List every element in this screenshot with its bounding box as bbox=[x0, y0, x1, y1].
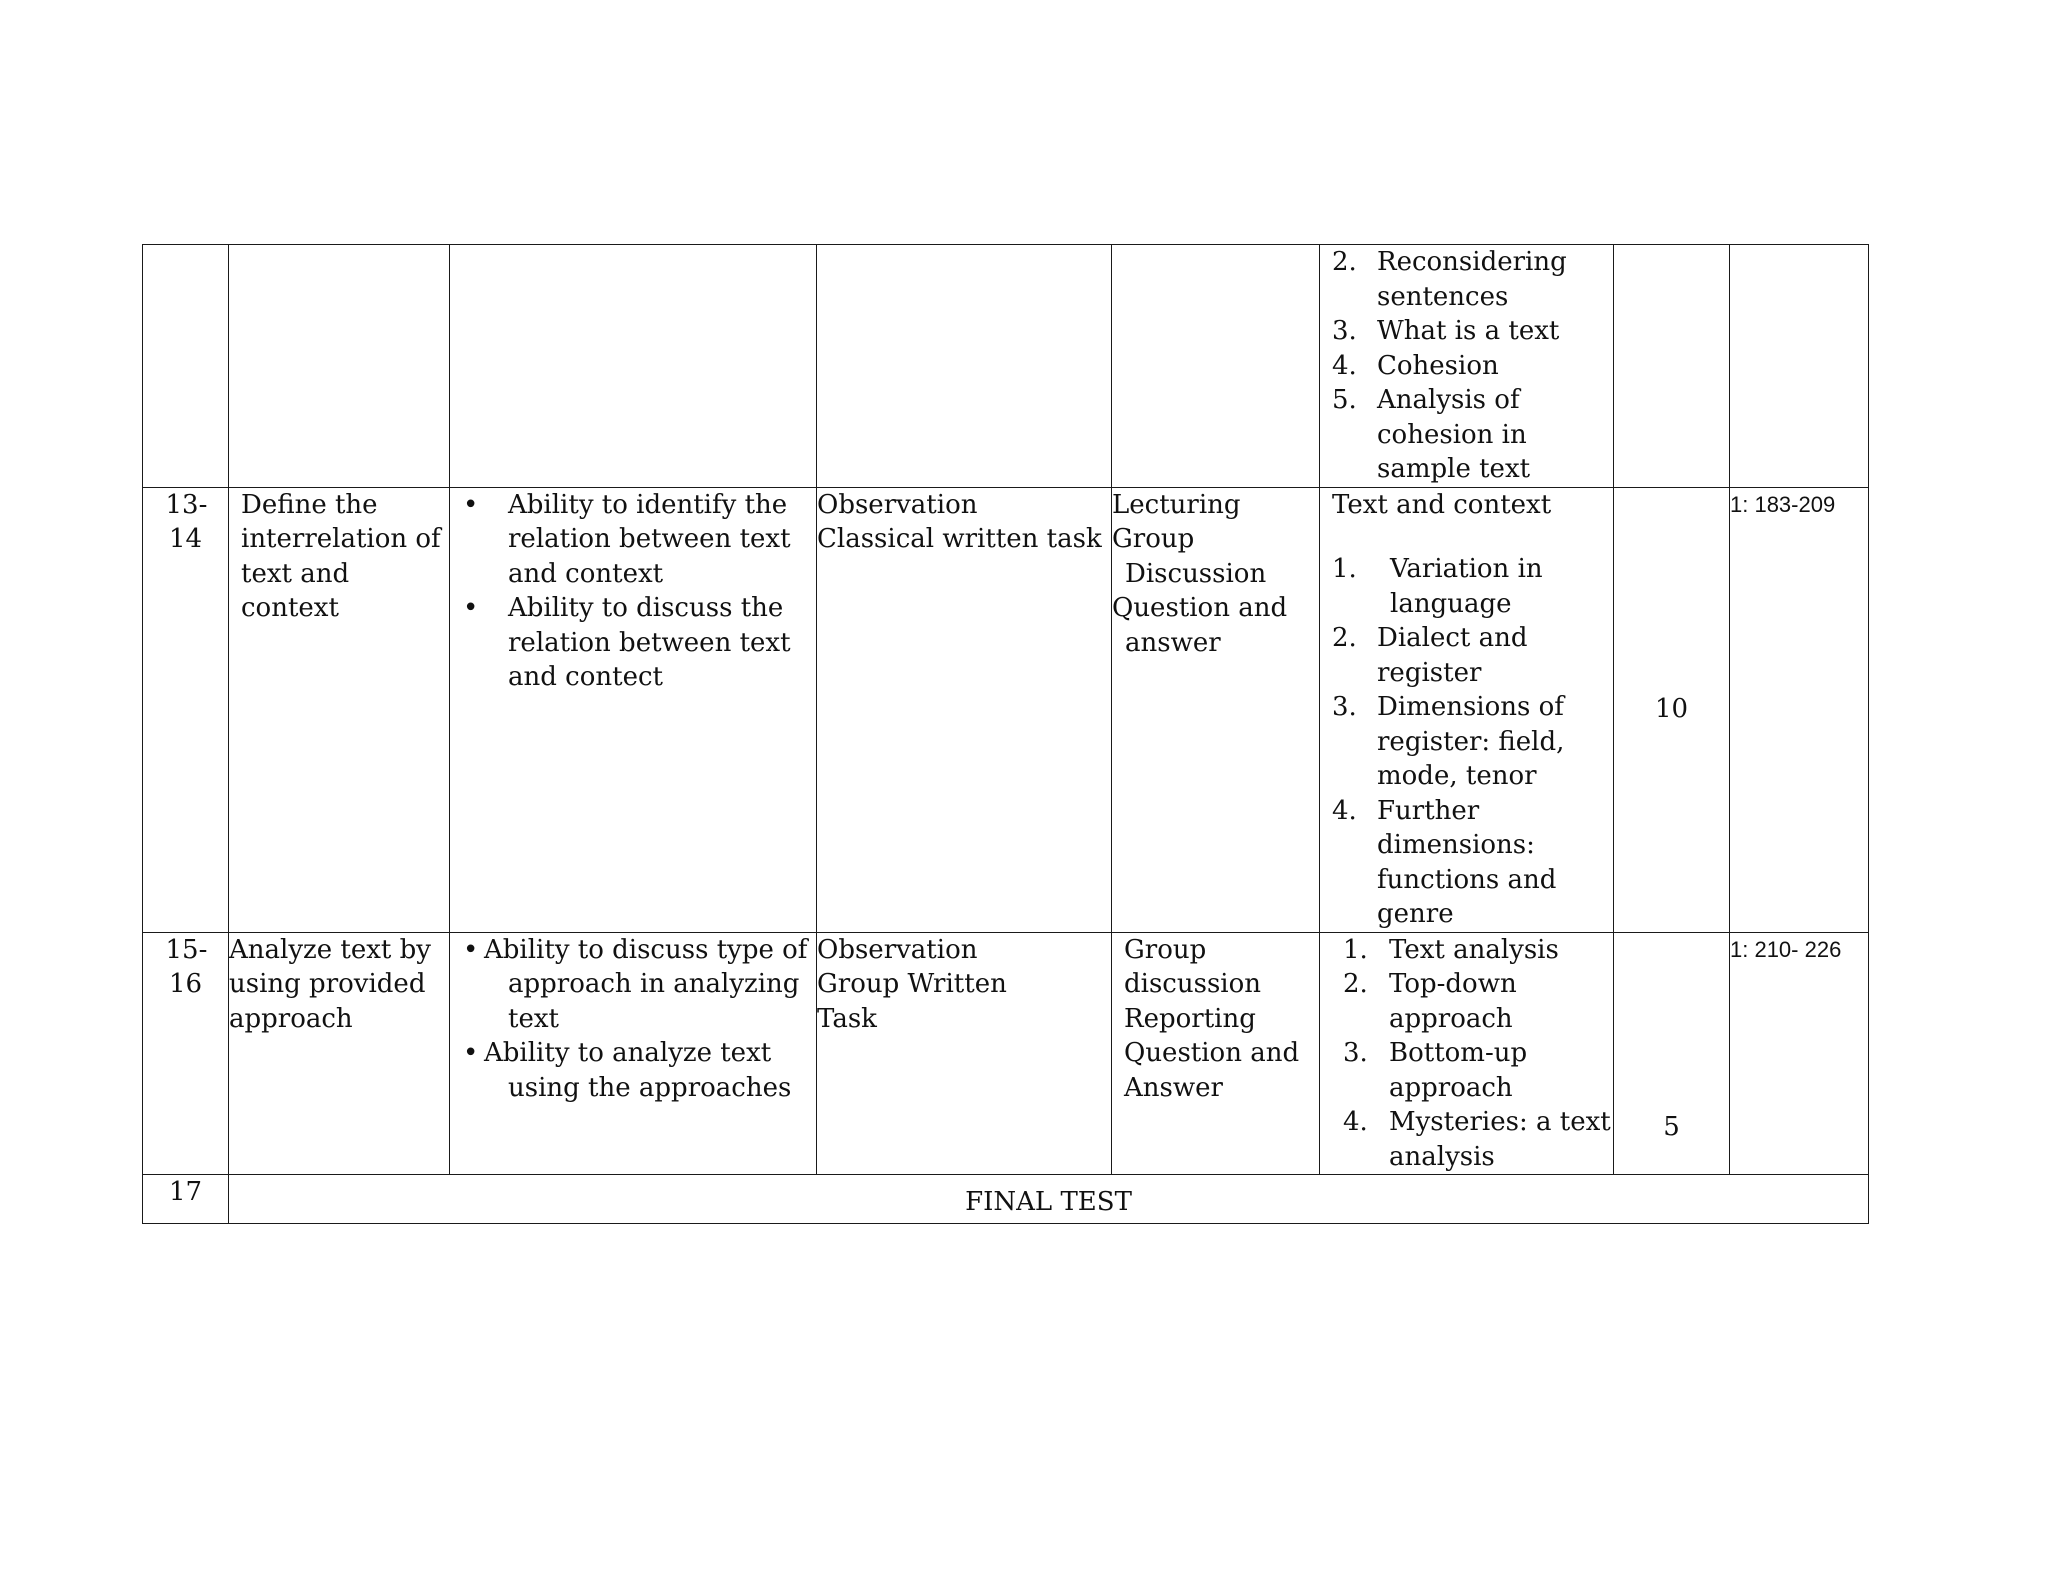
assessment-cell bbox=[817, 932, 1112, 1175]
strategy-cell bbox=[1112, 932, 1320, 1175]
indicators-cell bbox=[450, 245, 817, 488]
reference-cell: 1: 210- 226 bbox=[1730, 932, 1869, 1175]
materials-list bbox=[1320, 933, 1613, 1175]
materials-cell bbox=[1320, 245, 1614, 488]
assessment-line: Group Written bbox=[817, 969, 1007, 999]
assessment-line: Classical written task bbox=[817, 524, 1102, 554]
strategy-line: Answer bbox=[1124, 1072, 1223, 1103]
list-item: 3. What is a text bbox=[1332, 316, 1560, 346]
time-cell: 10 bbox=[1614, 487, 1730, 932]
assessment-cell bbox=[817, 487, 1112, 932]
week-number: 13-14 bbox=[165, 489, 208, 554]
week-cell bbox=[143, 245, 229, 488]
materials-list bbox=[1320, 552, 1613, 932]
list-item: 4. Mysteries: a text analysis bbox=[1343, 1107, 1611, 1172]
week-cell bbox=[143, 487, 229, 932]
list-item: • Ability to identify the relation between text and context bbox=[450, 488, 816, 592]
list-item: 4. Further dimensions: functions and genre bbox=[1332, 795, 1557, 929]
indicators-list bbox=[450, 488, 816, 695]
strategy-line: Question and bbox=[1112, 593, 1288, 623]
materials-heading: Text and context bbox=[1332, 489, 1552, 520]
strategy-line: Discussion bbox=[1125, 558, 1267, 589]
list-item: 2. Top-down approach bbox=[1343, 969, 1517, 1034]
assessment-line: Observation bbox=[817, 489, 978, 520]
week-cell: 17 bbox=[143, 1175, 229, 1224]
syllabus-table bbox=[142, 244, 1869, 1224]
assessment-line: Task bbox=[817, 1003, 877, 1034]
list-item: • Ability to discuss type of approach in analyzing text bbox=[450, 933, 816, 1037]
materials-cell bbox=[1320, 487, 1614, 932]
time-cell: 5 bbox=[1614, 932, 1730, 1175]
reference-cell bbox=[1730, 245, 1869, 488]
strategy-line: Group bbox=[1124, 934, 1207, 965]
list-item: 2. Reconsidering sentences bbox=[1332, 247, 1567, 312]
competency-text: Analyze text by using provided approach bbox=[229, 934, 431, 1034]
competency-cell bbox=[229, 487, 450, 932]
strategy-line: Lecturing bbox=[1112, 489, 1241, 520]
indicators-cell bbox=[450, 932, 817, 1175]
indicators-cell bbox=[450, 487, 817, 932]
final-test-cell: FINAL TEST bbox=[229, 1175, 1869, 1224]
table-row bbox=[143, 932, 1869, 1175]
week-number: 15-16 bbox=[165, 934, 208, 999]
competency-text: Define the interrelation of text and context bbox=[241, 489, 441, 623]
list-item: 1. Variation in language bbox=[1332, 554, 1543, 619]
strategy-cell bbox=[1112, 487, 1320, 932]
strategy-line: Group bbox=[1112, 524, 1195, 554]
strategy-cell bbox=[1112, 245, 1320, 488]
list-item: 3. Dimensions of register: field, mode, tenor bbox=[1332, 692, 1565, 791]
list-item: 3. Bottom-up approach bbox=[1343, 1038, 1528, 1103]
assessment-cell bbox=[817, 245, 1112, 488]
table-row bbox=[143, 1175, 1869, 1224]
materials-list bbox=[1320, 245, 1613, 487]
competency-cell bbox=[229, 932, 450, 1175]
materials-cell bbox=[1320, 932, 1614, 1175]
strategy-line: discussion bbox=[1124, 969, 1262, 999]
assessment-line: Observation bbox=[817, 934, 978, 965]
list-item: 4. Cohesion bbox=[1332, 350, 1499, 381]
strategy-line: answer bbox=[1125, 627, 1221, 658]
indicators-list bbox=[450, 933, 816, 1106]
list-item: • Ability to analyze text using the approaches bbox=[450, 1036, 816, 1105]
list-item: • Ability to discuss the relation between text and contect bbox=[450, 591, 816, 695]
week-cell bbox=[143, 932, 229, 1175]
list-item: 5. Analysis of cohesion in sample text bbox=[1332, 385, 1531, 484]
table-row bbox=[143, 245, 1869, 488]
reference-cell: 1: 183-209 bbox=[1730, 487, 1869, 932]
list-item: 1. Text analysis bbox=[1343, 934, 1559, 965]
strategy-line: Question and bbox=[1124, 1038, 1300, 1068]
time-cell bbox=[1614, 245, 1730, 488]
list-item: 2. Dialect and register bbox=[1332, 623, 1528, 688]
strategy-line: Reporting bbox=[1124, 1003, 1256, 1034]
competency-cell bbox=[229, 245, 450, 488]
table-row bbox=[143, 487, 1869, 932]
